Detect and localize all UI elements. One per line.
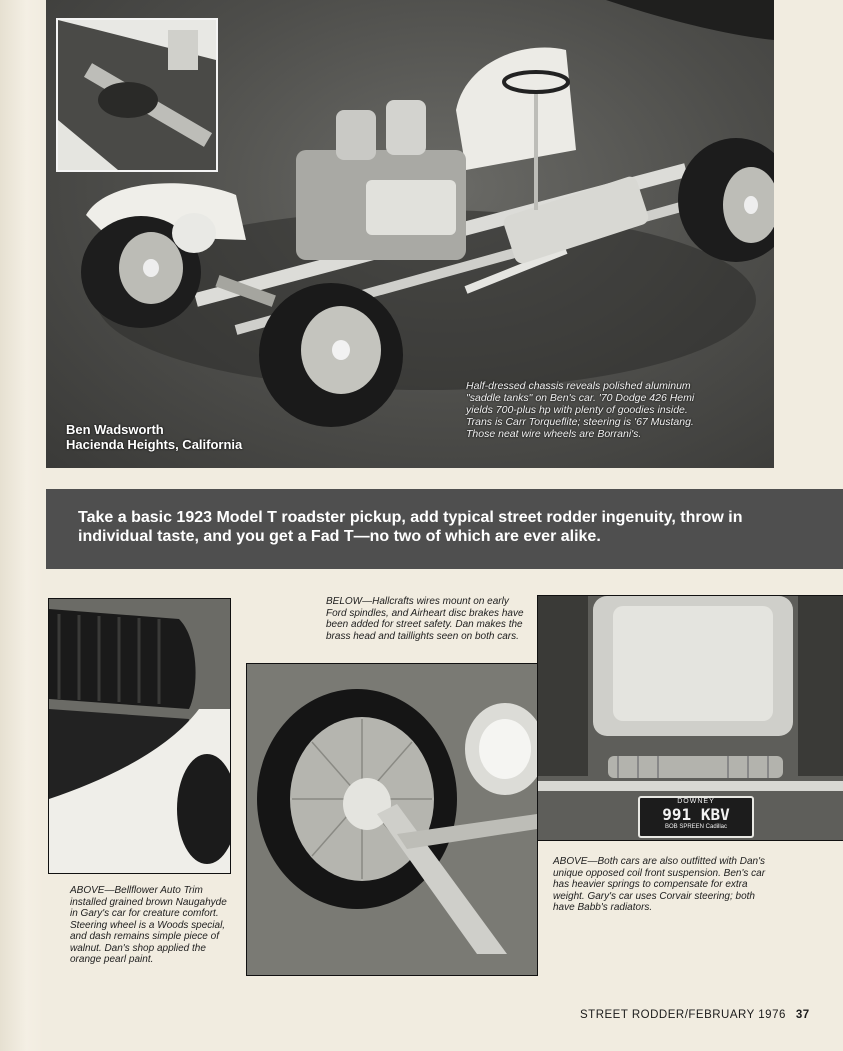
- front-suspension-photo: [537, 595, 843, 841]
- page-margin: [0, 0, 44, 1051]
- wheel-photo: [246, 663, 538, 976]
- seat-photo: [48, 598, 231, 874]
- page-number: 37: [795, 1009, 810, 1021]
- chassis-photo: [46, 0, 774, 468]
- intro-band: [46, 489, 843, 569]
- caption-below: BELOW—Hallcrafts wires mount on early Ford spindles, and Airheart disc brakes have been added for street safety. Dan makes the brass head and taillights seen on both cars.: [326, 596, 524, 642]
- caption-above-seat: ABOVE—Bellflower Auto Trim installed grained brown Naugahyde in Gary's car for creature comfort. Steering wheel is a Woods special, and dash remains simple piece of walnut. Dan's shop applied the orange pearl paint.: [70, 885, 227, 965]
- plate-region: DOWNEY: [677, 798, 715, 805]
- plate-frame-text: BOB SPREEN Cadillac: [664, 824, 728, 830]
- inset-photo: [56, 18, 218, 172]
- photo-credit: [66, 422, 242, 452]
- license-plate: [638, 796, 754, 838]
- wheel-illustration: [247, 664, 537, 975]
- seat-illustration: [49, 599, 230, 873]
- caption-above-front: ABOVE—Both cars are also outfitted with Dan's unique opposed coil front suspension. Ben's car has heavier springs to compensate for extra weight. Gary's car uses Corvair steering; both have Babb's radiators.: [553, 856, 766, 913]
- plate-number: 991 KBV: [662, 805, 730, 824]
- hero-caption: Half-dressed chassis reveals polished aluminum "saddle tanks" on Ben's car. '70 Dodge 426 Hemi yields 700-plus hp with plenty of goodies inside. Trans is Carr Torqueflite; steering is '67 Mustang. Those neat wire wheels are Borrani's.: [466, 380, 695, 440]
- folio: [580, 1009, 810, 1021]
- owner-name: Ben Wadsworth: [66, 422, 164, 437]
- owner-location: Hacienda Heights, California: [66, 437, 243, 452]
- folio-text: STREET RODDER/FEBRUARY 1976: [580, 1009, 786, 1021]
- intro-text: Take a basic 1923 Model T roadster pickup, add typical street rodder ingenuity, throw in individual taste, and you get a Fad T—no two of which are ever alike.: [78, 509, 743, 545]
- inset-illustration: [58, 20, 216, 170]
